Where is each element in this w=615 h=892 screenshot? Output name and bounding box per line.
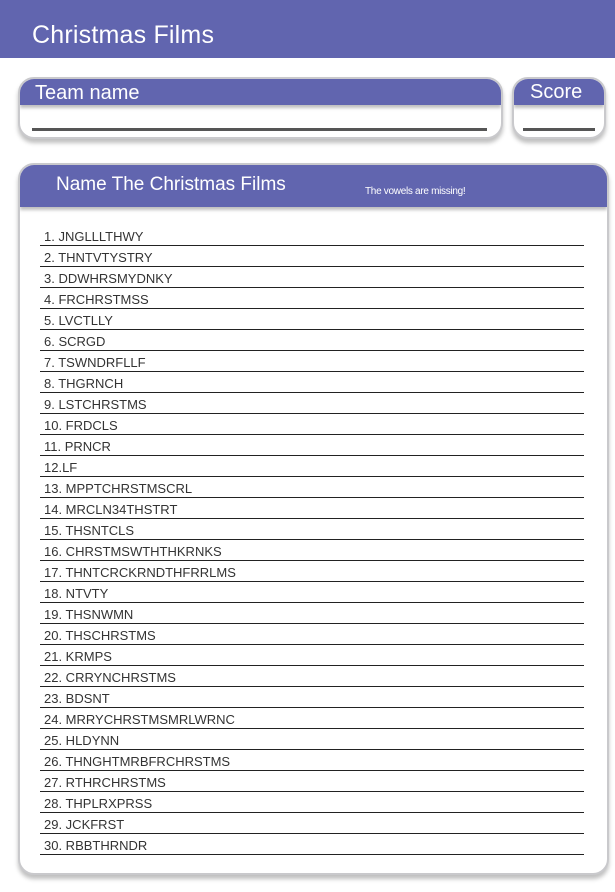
film-item: 21. KRMPS bbox=[40, 645, 584, 666]
film-item: 12.LF bbox=[40, 456, 584, 477]
film-item: 22. CRRYNCHRSTMS bbox=[40, 666, 584, 687]
film-item: 1. JNGLLLTHWY bbox=[40, 225, 584, 246]
team-name-line[interactable] bbox=[32, 128, 487, 131]
film-item: 24. MRRYCHRSTMSMRLWRNC bbox=[40, 708, 584, 729]
team-name-header bbox=[20, 79, 501, 105]
films-title: Name The Christmas Films bbox=[56, 174, 286, 195]
film-item: 29. JCKFRST bbox=[40, 813, 584, 834]
film-item: 3. DDWHRSMYDNKY bbox=[40, 267, 584, 288]
film-item: 11. PRNCR bbox=[40, 435, 584, 456]
film-item: 2. THNTVTYSTRY bbox=[40, 246, 584, 267]
film-item: 5. LVCTLLY bbox=[40, 309, 584, 330]
film-item: 27. RTHRCHRSTMS bbox=[40, 771, 584, 792]
film-item: 9. LSTCHRSTMS bbox=[40, 393, 584, 414]
films-header bbox=[20, 165, 607, 207]
film-list bbox=[40, 225, 584, 855]
film-item: 26. THNGHTMRBFRCHRSTMS bbox=[40, 750, 584, 771]
film-item: 4. FRCHRSTMSS bbox=[40, 288, 584, 309]
film-item: 18. NTVTY bbox=[40, 582, 584, 603]
film-item: 16. CHRSTMSWTHTHKRNKS bbox=[40, 540, 584, 561]
page-title: Christmas Films bbox=[32, 21, 215, 49]
film-item: 19. THSNWMN bbox=[40, 603, 584, 624]
film-item: 23. BDSNT bbox=[40, 687, 584, 708]
team-name-card bbox=[18, 77, 503, 139]
score-label: Score bbox=[530, 81, 583, 103]
film-item: 30. RBBTHRNDR bbox=[40, 834, 584, 855]
films-card bbox=[18, 163, 609, 875]
header-bar bbox=[0, 0, 615, 58]
films-subtitle: The vowels are missing! bbox=[365, 186, 466, 197]
film-item: 14. MRCLN34THSTRT bbox=[40, 498, 584, 519]
team-name-label: Team name bbox=[35, 82, 140, 104]
score-card bbox=[512, 77, 606, 139]
film-item: 13. MPPTCHRSTMSCRL bbox=[40, 477, 584, 498]
film-item: 7. TSWNDRFLLF bbox=[40, 351, 584, 372]
film-item: 8. THGRNCH bbox=[40, 372, 584, 393]
film-item: 20. THSCHRSTMS bbox=[40, 624, 584, 645]
film-item: 28. THPLRXPRSS bbox=[40, 792, 584, 813]
score-line[interactable] bbox=[523, 128, 595, 131]
film-item: 15. THSNTCLS bbox=[40, 519, 584, 540]
film-item: 6. SCRGD bbox=[40, 330, 584, 351]
film-item: 25. HLDYNN bbox=[40, 729, 584, 750]
score-header bbox=[514, 79, 604, 105]
film-item: 10. FRDCLS bbox=[40, 414, 584, 435]
film-item: 17. THNTCRCKRNDTHFRRLMS bbox=[40, 561, 584, 582]
